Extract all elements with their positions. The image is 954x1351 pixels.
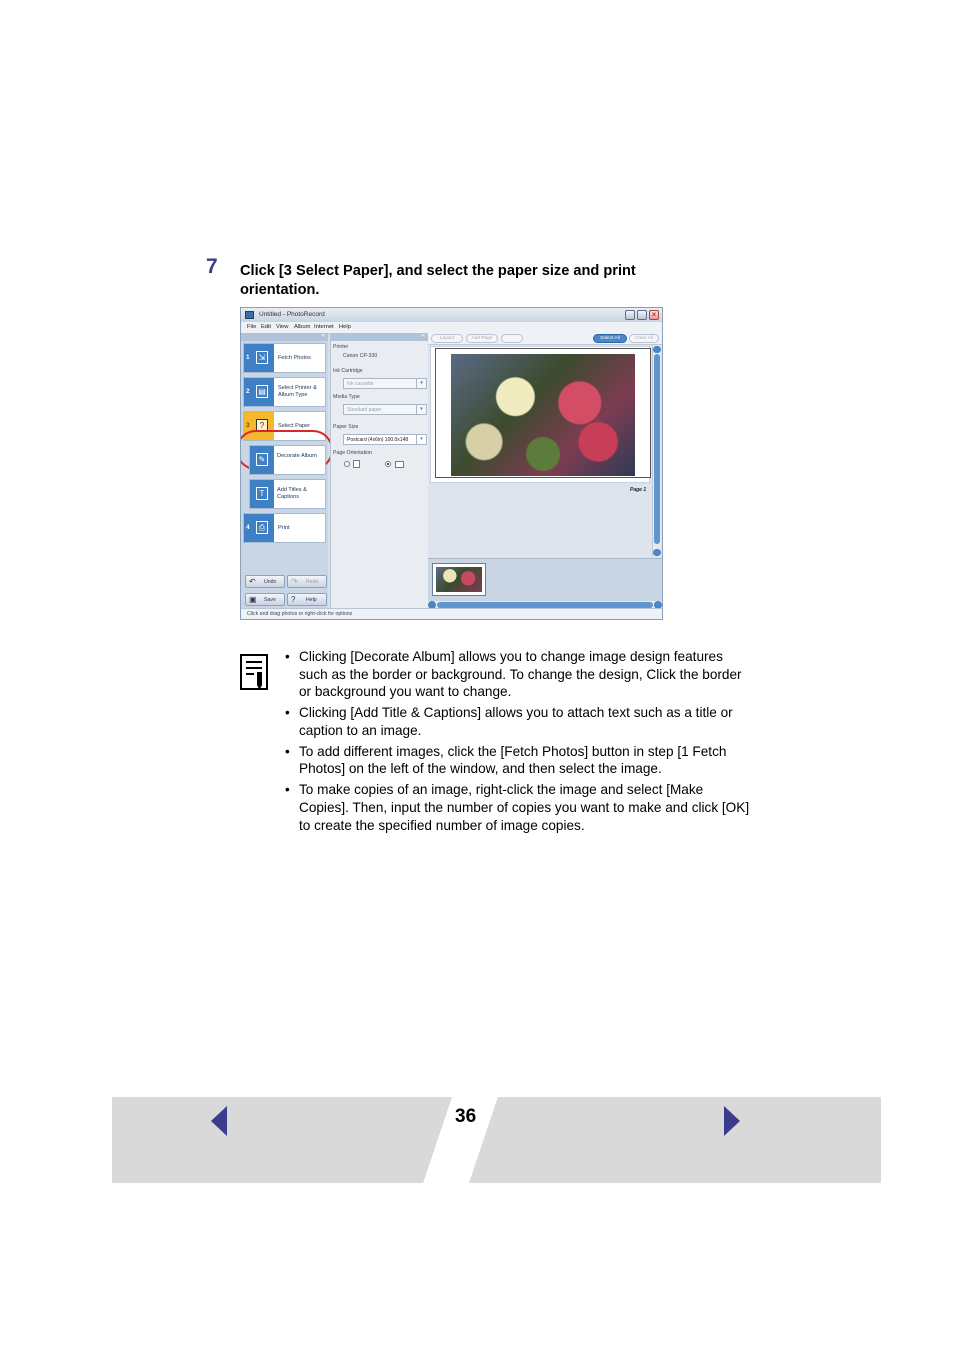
redo-icon: ↷ [291, 577, 298, 586]
paper-preview [435, 348, 651, 478]
undo-button[interactable]: ↶ Undo [245, 575, 285, 588]
portrait-icon [353, 460, 360, 468]
page-orientation-label: Page Orientation [333, 450, 372, 456]
media-type-label: Media Type [333, 394, 360, 400]
flower-photo[interactable] [451, 354, 635, 476]
printer-value: Canon CP-330 [343, 353, 378, 359]
status-bar [241, 608, 662, 620]
ink-cartridge-label: Ink Cartridge [333, 368, 363, 374]
preview-toolbar [428, 333, 662, 345]
note-item: • To add different images, click the [Fetch Photos] button in step [1 Fetch Photos] on the left of the window, and then select the image. [285, 743, 755, 778]
chevron-down-icon: ▾ [416, 435, 426, 444]
add-page-button[interactable]: Add Page [466, 334, 498, 343]
close-icon[interactable]: × [649, 310, 659, 320]
menu-help[interactable]: Help [339, 324, 351, 330]
landscape-icon [395, 461, 404, 468]
thumbnail-photo [436, 567, 482, 592]
previous-page-icon[interactable] [211, 1106, 227, 1136]
page-number: 36 [455, 1106, 477, 1127]
note-item: • Clicking [Decorate Album] allows you to change image design features such as the border or background. To change the design, Click the border or background you want to change. [285, 648, 755, 701]
maximize-icon[interactable] [637, 310, 647, 320]
menu-edit[interactable]: Edit [261, 324, 271, 330]
step-label: Fetch Photos [278, 355, 311, 361]
portrait-radio[interactable] [344, 461, 350, 467]
note-item: • To make copies of an image, right-click the image and select [Make Copies]. Then, input the number of copies you want to make and click [OK] to create the specified number of image copies. [285, 781, 755, 834]
note-icon [240, 654, 268, 692]
titles-captions-icon: T [256, 487, 268, 500]
menu-file[interactable]: File [247, 324, 257, 330]
next-page-icon[interactable] [724, 1106, 740, 1136]
chevron-down-icon: ▾ [416, 405, 426, 414]
select-all-button[interactable]: Select All [593, 334, 627, 343]
step-label: Decorate Album [277, 453, 317, 459]
step-select-paper-button[interactable]: 3 ? Select Paper [243, 411, 326, 441]
vertical-scrollbar[interactable] [652, 346, 661, 556]
step-add-titles-button[interactable] [249, 479, 326, 509]
step-fetch-photos-button[interactable]: 1 ⇲ Fetch Photos [243, 343, 326, 373]
step-label: Add Titles & Captions [277, 487, 307, 500]
page-thumbnail[interactable] [432, 563, 486, 596]
step-print-button[interactable]: 4 ⎙ Print [243, 513, 326, 543]
printer-album-icon: ▤ [256, 385, 268, 398]
help-button[interactable]: ? Help [287, 593, 327, 606]
preview-panel [428, 333, 662, 608]
save-icon: ▣ [249, 595, 257, 604]
app-icon [245, 311, 254, 319]
notes-list [285, 648, 755, 838]
printer-label: Printer [333, 344, 349, 350]
window-title: Untitled - PhotoRecord [259, 311, 325, 318]
ink-cartridge-select[interactable]: Ink cassette ▾ [343, 378, 427, 389]
page-nav-button[interactable] [501, 334, 523, 343]
collapse-icon[interactable]: « [321, 333, 325, 339]
status-text: Click and drag photos or right-click for options [247, 611, 353, 617]
paper-size-select[interactable]: Postcard (4x6in) 100.0x148 ▾ [343, 434, 427, 445]
layout-button[interactable]: Layout [431, 334, 463, 343]
step-number: 7 [206, 255, 218, 278]
fetch-photos-icon: ⇲ [256, 351, 268, 364]
step-decorate-album-button[interactable] [249, 445, 326, 475]
step-label: Select Printer & Album Type [278, 385, 317, 398]
paper-size-label: Paper Size [333, 424, 359, 430]
step-label: Select Paper [278, 423, 311, 429]
menu-view[interactable]: View [276, 324, 289, 330]
step-select-printer-button[interactable]: 2 ▤ Select Printer & Album Type [243, 377, 326, 407]
minimize-icon[interactable] [625, 310, 635, 320]
title-bar [241, 308, 662, 322]
save-button[interactable]: ▣ Save [245, 593, 285, 606]
landscape-radio[interactable] [385, 461, 391, 467]
collapse-icon[interactable]: « [421, 333, 425, 339]
undo-icon: ↶ [249, 577, 256, 586]
note-item: • Clicking [Add Title & Captions] allows you to attach text such as a title or caption to an image. [285, 704, 755, 739]
scroll-up-icon[interactable] [653, 346, 661, 353]
step-label: Print [278, 525, 290, 531]
print-icon: ⎙ [256, 521, 268, 534]
media-type-select[interactable]: Standard paper ▾ [343, 404, 427, 415]
clear-all-button[interactable]: Clear All [629, 334, 659, 343]
menu-album[interactable]: Album [294, 324, 311, 330]
decorate-icon: ✎ [256, 453, 268, 466]
redo-button[interactable]: ↷ Redo [287, 575, 327, 588]
footer-right-band [469, 1097, 881, 1183]
app-screenshot [240, 307, 663, 620]
step-instruction: Click [3 Select Paper], and select the paper size and print orientation. [240, 263, 636, 298]
page-label: Page 1 [630, 487, 647, 493]
menu-internet[interactable]: Internet [314, 324, 334, 330]
layout-canvas [430, 346, 650, 493]
footer-left-band [112, 1097, 452, 1183]
step-panel [241, 333, 328, 608]
help-icon: ? [291, 595, 296, 604]
scroll-down-icon[interactable] [653, 549, 661, 556]
paper-settings-panel [330, 333, 429, 608]
page-thumbnail-strip [428, 558, 662, 609]
select-paper-icon: ? [256, 419, 268, 432]
chevron-down-icon: ▾ [416, 379, 426, 388]
